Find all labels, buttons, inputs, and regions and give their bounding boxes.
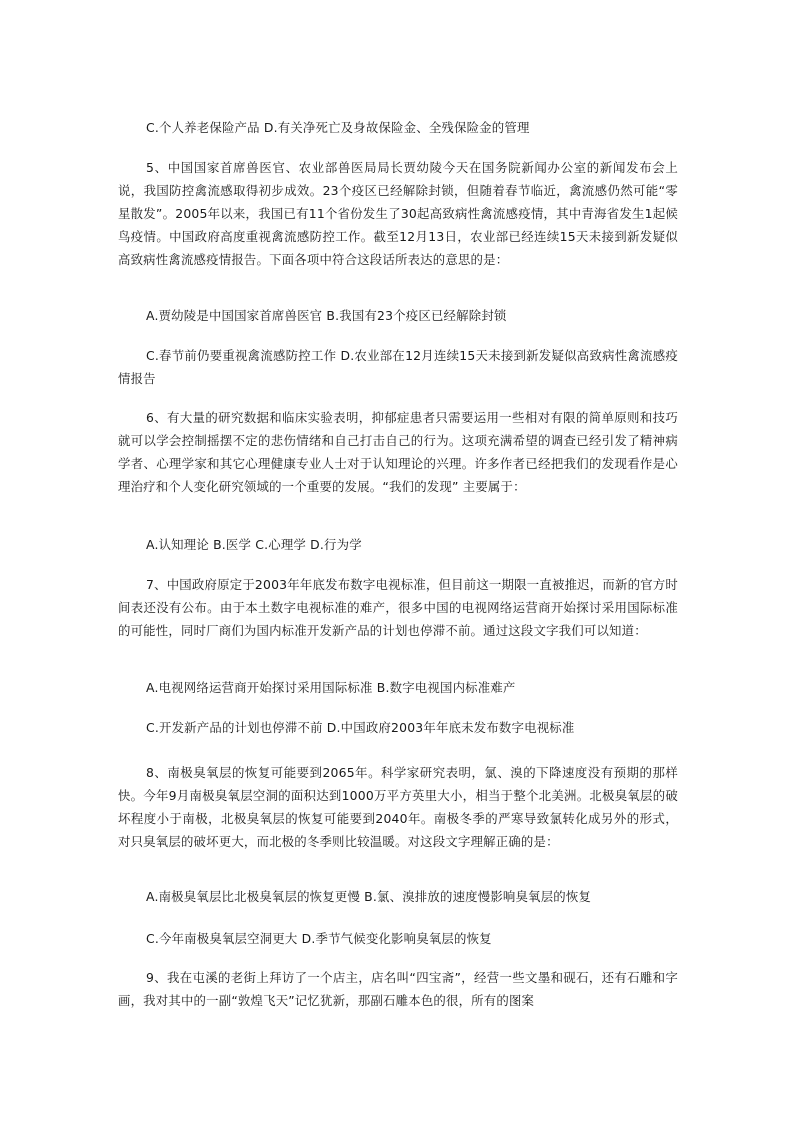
question-8: 8、南极臭氧层的恢复可能要到2065年。科学家研究表明，氯、溴的下降速度没有预期的那样快。今年9月南极臭氧层空洞的面积达到1000万平方英里大小，相当于整个北美洲。北极臭氧层的破坏程度小于南极，北极臭氧层的恢复可能要到2040年。南极冬季的严寒导致氯转化成另外的形式，对只臭氧层的破坏更大，而北极的冬季则比较温暖。对这段文字理解正确的是： <box>118 765 678 849</box>
option-line-a-b-q5: A.贾幼陵是中国国家首席兽医官 B.我国有23个疫区已经解除封锁 <box>146 308 507 323</box>
option-line-c-d-q5: C.春节前仍要重视禽流感防控工作 D.农业部在12月连续15天未接到新发疑似高致病性禽流感疫情报告 <box>118 348 678 386</box>
option-line-a-b-q7: A.电视网络运营商开始探讨采用国际标准 B.数字电视国内标准难产 <box>146 680 516 695</box>
question-9: 9、我在屯溪的老街上拜访了一个店主，店名叫“四宝斋”，经营一些文墨和砚石，还有石雕和字画，我对其中的一副“敦煌飞天”记忆犹新，那副石雕本色的很，所有的图案 <box>118 970 678 1008</box>
option-line-c-d-q8: C.今年南极臭氧层空洞更大 D.季节气候变化影响臭氧层的恢复 <box>146 931 492 946</box>
option-line-c-d-q4: C.个人养老保险产品 D.有关净死亡及身故保险金、全残保险金的管理 <box>146 120 530 135</box>
question-5: 5、中国国家首席兽医官、农业部兽医局局长贾幼陵今天在国务院新闻办公室的新闻发布会上说，我国防控禽流感取得初步成效。23个疫区已经解除封锁，但随着春节临近，禽流感仍然可能“零星散发”。2005年以来，我国已有11个省份发生了30起高致病性禽流感疫情，其中青海省发生1起候鸟疫情。中国政府高度重视禽流感防控工作。截至12月13日，农业部已经连续15天未接到新发疑似高致病性禽流感疫情报告。下面各项中符合这段话所表达的意思的是： <box>118 160 678 267</box>
options-q6: A.认知理论 B.医学 C.心理学 D.行为学 <box>146 537 362 552</box>
question-6: 6、有大量的研究数据和临床实验表明，抑郁症患者只需要运用一些相对有限的简单原则和技巧就可以学会控制摇摆不定的悲伤情绪和自己打击自己的行为。这项充满希望的调查已经引发了精神病学者、心理学家和其它心理健康专业人士对于认知理论的兴理。许多作者已经把我们的发现看作是心理治疗和个人变化研究领域的一个重要的发展。“我们的发现” 主要属于： <box>118 410 678 494</box>
option-line-c-d-q7: C.开发新产品的计划也停滞不前 D.中国政府2003年年底未发布数字电视标准 <box>146 720 575 735</box>
option-line-a-b-q8: A.南极臭氧层比北极臭氧层的恢复更慢 B.氯、溴排放的速度慢影响臭氧层的恢复 <box>146 889 592 904</box>
question-7: 7、中国政府原定于2003年年底发布数字电视标准，但目前这一期限一直被推迟，而新的官方时间表还没有公布。由于本土数字电视标准的难产，很多中国的电视网络运营商开始探讨采用国际标准的可能性，同时厂商们为国内标准开发新产品的计划也停滞不前。通过这段文字我们可以知道： <box>118 577 678 638</box>
